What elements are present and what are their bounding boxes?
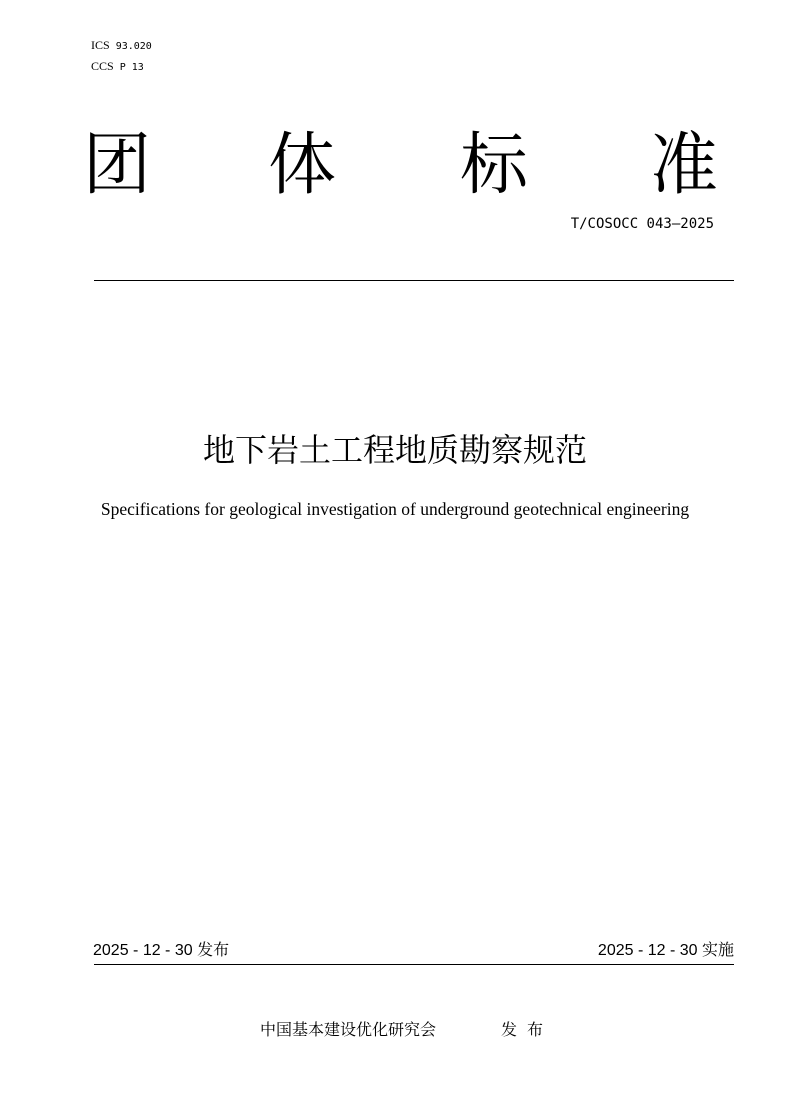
publisher-name: 中国基本建设优化研究会 [260,1020,437,1039]
implementation-date: 2025 - 12 - 30 实施 [597,942,734,959]
standard-type-char-1: 团 [83,126,152,205]
publisher-action: 发布 [501,1020,554,1039]
standard-type-char-2: 体 [268,126,337,205]
ics-value: 93.020 [115,41,152,52]
standard-type-char-4: 准 [650,126,719,205]
bottom-divider [94,964,734,965]
document-title-chinese: 地下岩土工程地质勘察规范 [202,431,587,469]
standard-number: T/COSOCC 043—2025 [570,216,714,232]
ccs-code [91,59,144,75]
ics-code [91,38,152,54]
ics-label: ICS [91,38,110,52]
standard-type-char-3: 标 [460,126,529,205]
ccs-value: P 13 [119,62,144,73]
issue-date: 2025 - 12 - 30 发布 [93,942,230,959]
top-divider [94,280,734,281]
ccs-label: CCS [91,59,114,73]
document-title-english: Specifications for geological investigation of underground geotechnical engineering [100,499,690,519]
